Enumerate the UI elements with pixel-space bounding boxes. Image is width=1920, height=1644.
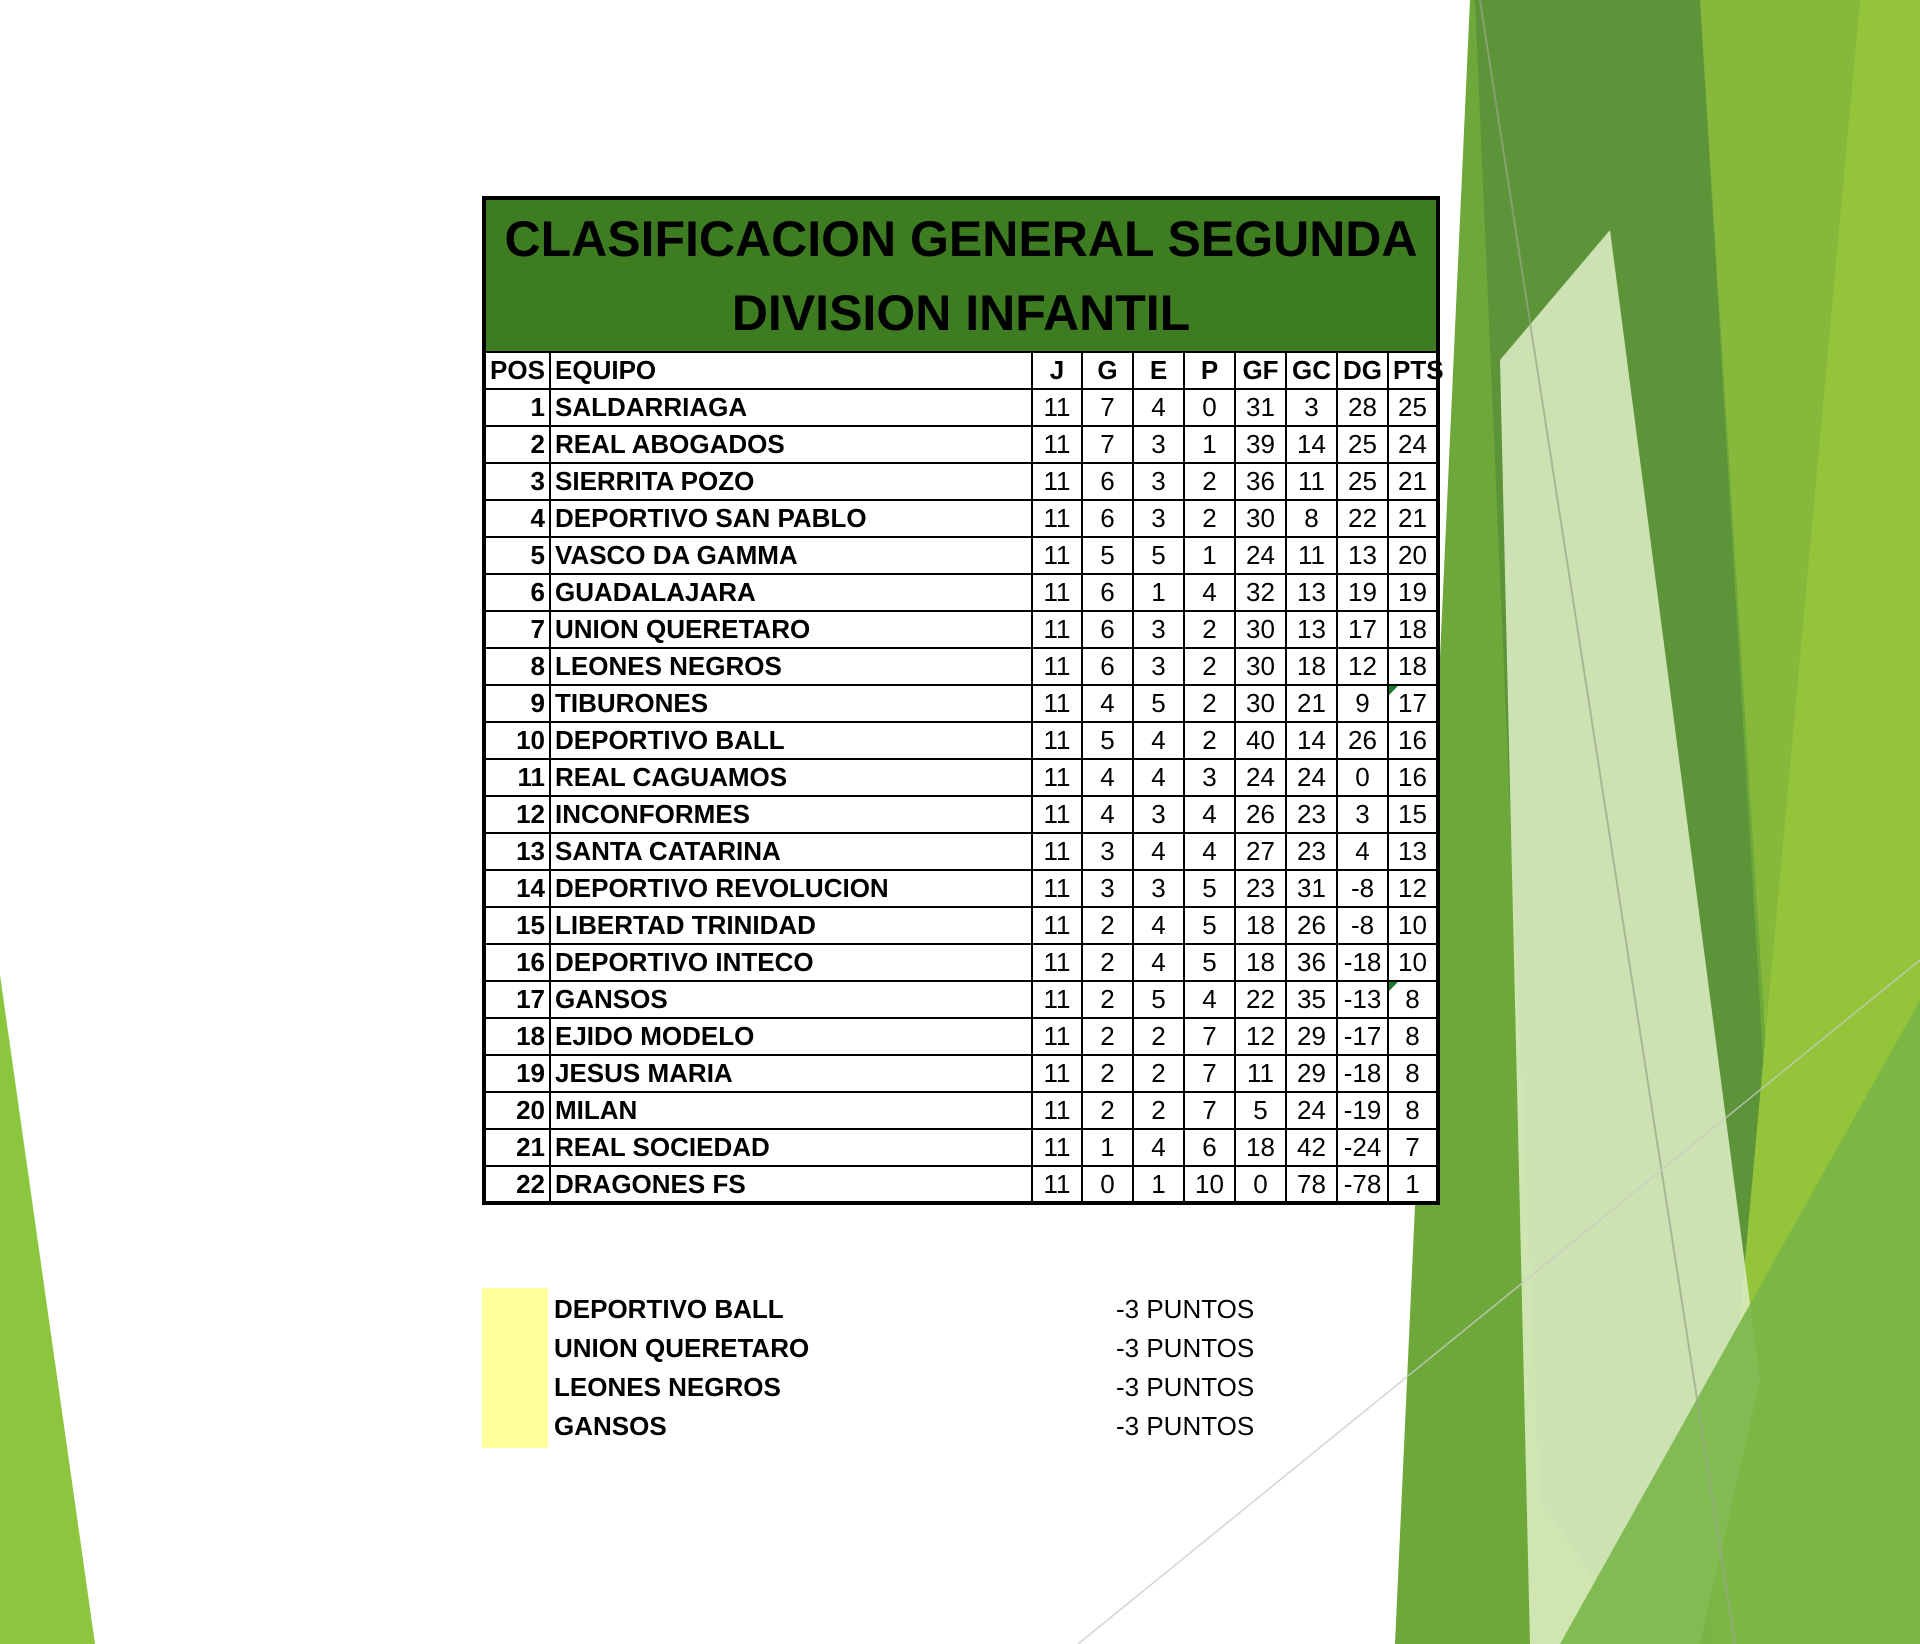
cell-j: 11	[1032, 1129, 1082, 1166]
cell-g: 5	[1082, 537, 1133, 574]
penalty-highlight	[482, 1288, 548, 1329]
cell-e: 4	[1133, 722, 1184, 759]
penalty-item	[482, 1290, 1282, 1329]
cell-p: 10	[1184, 1166, 1235, 1203]
cell-gf: 26	[1235, 796, 1286, 833]
table-row	[484, 1129, 1438, 1166]
penalty-highlight	[482, 1329, 548, 1368]
penalty-team: LEONES NEGROS	[554, 1372, 781, 1402]
cell-j: 11	[1032, 1092, 1082, 1129]
cell-gf: 5	[1235, 1092, 1286, 1129]
header-pts: PTS	[1388, 352, 1438, 389]
cell-j: 11	[1032, 1018, 1082, 1055]
cell-pos: 22	[484, 1166, 550, 1203]
cell-gf: 18	[1235, 944, 1286, 981]
cell-g: 2	[1082, 1055, 1133, 1092]
penalties-list	[482, 1290, 1282, 1446]
cell-dg: 3	[1337, 796, 1388, 833]
cell-dg: -8	[1337, 907, 1388, 944]
cell-gc: 24	[1286, 759, 1337, 796]
cell-team: SANTA CATARINA	[550, 833, 1032, 870]
table-row	[484, 907, 1438, 944]
cell-e: 3	[1133, 426, 1184, 463]
table-row	[484, 1166, 1438, 1203]
cell-team: SIERRITA POZO	[550, 463, 1032, 500]
cell-pos: 10	[484, 722, 550, 759]
cell-pts: 21	[1388, 500, 1438, 537]
cell-pos: 20	[484, 1092, 550, 1129]
cell-team: JESUS MARIA	[550, 1055, 1032, 1092]
cell-pos: 19	[484, 1055, 550, 1092]
cell-gc: 42	[1286, 1129, 1337, 1166]
cell-j: 11	[1032, 759, 1082, 796]
cell-dg: 25	[1337, 463, 1388, 500]
cell-gc: 8	[1286, 500, 1337, 537]
cell-p: 4	[1184, 796, 1235, 833]
standings-body	[484, 389, 1438, 1203]
cell-e: 5	[1133, 537, 1184, 574]
cell-team: EJIDO MODELO	[550, 1018, 1032, 1055]
penalty-item	[482, 1407, 1282, 1446]
cell-j: 11	[1032, 870, 1082, 907]
cell-pos: 17	[484, 981, 550, 1018]
table-row	[484, 426, 1438, 463]
cell-e: 1	[1133, 574, 1184, 611]
penalty-team: UNION QUERETARO	[554, 1333, 810, 1363]
table-row	[484, 944, 1438, 981]
cell-pts: 25	[1388, 389, 1438, 426]
cell-dg: -78	[1337, 1166, 1388, 1203]
cell-e: 4	[1133, 1129, 1184, 1166]
cell-dg: 12	[1337, 648, 1388, 685]
cell-g: 7	[1082, 426, 1133, 463]
table-row	[484, 796, 1438, 833]
penalty-item	[482, 1368, 1282, 1407]
header-g: G	[1082, 352, 1133, 389]
cell-p: 2	[1184, 611, 1235, 648]
cell-e: 4	[1133, 944, 1184, 981]
cell-team: UNION QUERETARO	[550, 611, 1032, 648]
cell-gf: 22	[1235, 981, 1286, 1018]
cell-gf: 30	[1235, 648, 1286, 685]
cell-p: 2	[1184, 463, 1235, 500]
cell-team: REAL CAGUAMOS	[550, 759, 1032, 796]
cell-team: REAL SOCIEDAD	[550, 1129, 1032, 1166]
cell-gf: 30	[1235, 685, 1286, 722]
cell-gc: 3	[1286, 389, 1337, 426]
cell-e: 5	[1133, 685, 1184, 722]
table-row	[484, 833, 1438, 870]
cell-pts: 18	[1388, 648, 1438, 685]
cell-gf: 0	[1235, 1166, 1286, 1203]
header-p: P	[1184, 352, 1235, 389]
cell-pts: 8	[1388, 1055, 1438, 1092]
cell-g: 6	[1082, 574, 1133, 611]
cell-e: 3	[1133, 648, 1184, 685]
penalty-value: -3 PUNTOS	[1116, 1333, 1255, 1363]
cell-pos: 12	[484, 796, 550, 833]
cell-p: 2	[1184, 648, 1235, 685]
cell-g: 1	[1082, 1129, 1133, 1166]
cell-pts: 21	[1388, 463, 1438, 500]
cell-p: 0	[1184, 389, 1235, 426]
cell-dg: -24	[1337, 1129, 1388, 1166]
cell-p: 6	[1184, 1129, 1235, 1166]
cell-pts: 15	[1388, 796, 1438, 833]
cell-gc: 23	[1286, 796, 1337, 833]
cell-pos: 2	[484, 426, 550, 463]
cell-gf: 24	[1235, 759, 1286, 796]
cell-gf: 36	[1235, 463, 1286, 500]
cell-gc: 14	[1286, 426, 1337, 463]
cell-g: 6	[1082, 500, 1133, 537]
penalty-highlight	[482, 1407, 548, 1448]
cell-pos: 1	[484, 389, 550, 426]
table-row	[484, 574, 1438, 611]
cell-p: 7	[1184, 1092, 1235, 1129]
cell-j: 11	[1032, 537, 1082, 574]
cell-gc: 14	[1286, 722, 1337, 759]
cell-pos: 7	[484, 611, 550, 648]
cell-e: 4	[1133, 907, 1184, 944]
cell-dg: 0	[1337, 759, 1388, 796]
table-row	[484, 722, 1438, 759]
cell-pts: 24	[1388, 426, 1438, 463]
cell-dg: 4	[1337, 833, 1388, 870]
cell-e: 3	[1133, 870, 1184, 907]
cell-pos: 11	[484, 759, 550, 796]
cell-p: 1	[1184, 426, 1235, 463]
cell-j: 11	[1032, 685, 1082, 722]
cell-p: 2	[1184, 500, 1235, 537]
standings-table	[482, 196, 1444, 1205]
penalty-team: GANSOS	[554, 1411, 667, 1441]
cell-dg: -13	[1337, 981, 1388, 1018]
cell-e: 3	[1133, 463, 1184, 500]
cell-g: 2	[1082, 944, 1133, 981]
cell-dg: 13	[1337, 537, 1388, 574]
cell-pts: 12	[1388, 870, 1438, 907]
cell-e: 3	[1133, 611, 1184, 648]
penalty-value: -3 PUNTOS	[1116, 1294, 1255, 1324]
cell-team: REAL ABOGADOS	[550, 426, 1032, 463]
cell-dg: -18	[1337, 1055, 1388, 1092]
cell-e: 5	[1133, 981, 1184, 1018]
table-row	[484, 685, 1438, 722]
cell-gf: 24	[1235, 537, 1286, 574]
cell-j: 11	[1032, 722, 1082, 759]
table-title	[484, 198, 1438, 352]
cell-p: 5	[1184, 944, 1235, 981]
cell-gc: 18	[1286, 648, 1337, 685]
cell-j: 11	[1032, 611, 1082, 648]
cell-g: 2	[1082, 1092, 1133, 1129]
cell-p: 7	[1184, 1055, 1235, 1092]
cell-gf: 31	[1235, 389, 1286, 426]
cell-gc: 21	[1286, 685, 1337, 722]
cell-pts: 17	[1388, 685, 1438, 722]
cell-e: 3	[1133, 796, 1184, 833]
cell-g: 4	[1082, 796, 1133, 833]
cell-j: 11	[1032, 833, 1082, 870]
cell-gc: 35	[1286, 981, 1337, 1018]
penalty-item	[482, 1329, 1282, 1368]
cell-pts: 16	[1388, 722, 1438, 759]
left-green-shape	[0, 975, 95, 1644]
cell-j: 11	[1032, 648, 1082, 685]
cell-dg: -8	[1337, 870, 1388, 907]
cell-team: MILAN	[550, 1092, 1032, 1129]
cell-gf: 23	[1235, 870, 1286, 907]
cell-pos: 9	[484, 685, 550, 722]
table-row	[484, 611, 1438, 648]
cell-j: 11	[1032, 907, 1082, 944]
cell-pts: 10	[1388, 944, 1438, 981]
cell-dg: 22	[1337, 500, 1388, 537]
cell-team: DEPORTIVO SAN PABLO	[550, 500, 1032, 537]
cell-pos: 5	[484, 537, 550, 574]
cell-gc: 29	[1286, 1018, 1337, 1055]
cell-j: 11	[1032, 1166, 1082, 1203]
cell-g: 2	[1082, 1018, 1133, 1055]
cell-gf: 18	[1235, 907, 1286, 944]
cell-j: 11	[1032, 426, 1082, 463]
cell-pts: 13	[1388, 833, 1438, 870]
table-row	[484, 870, 1438, 907]
cell-j: 11	[1032, 389, 1082, 426]
header-team: EQUIPO	[550, 352, 1032, 389]
cell-p: 7	[1184, 1018, 1235, 1055]
header-gf: GF	[1235, 352, 1286, 389]
cell-j: 11	[1032, 463, 1082, 500]
column-header-row	[484, 352, 1438, 389]
cell-j: 11	[1032, 944, 1082, 981]
cell-gf: 32	[1235, 574, 1286, 611]
cell-e: 4	[1133, 759, 1184, 796]
cell-dg: -17	[1337, 1018, 1388, 1055]
cell-e: 4	[1133, 833, 1184, 870]
cell-g: 7	[1082, 389, 1133, 426]
cell-gf: 12	[1235, 1018, 1286, 1055]
cell-team: DEPORTIVO REVOLUCION	[550, 870, 1032, 907]
cell-e: 1	[1133, 1166, 1184, 1203]
cell-dg: 26	[1337, 722, 1388, 759]
cell-j: 11	[1032, 500, 1082, 537]
cell-j: 11	[1032, 1055, 1082, 1092]
table-row	[484, 648, 1438, 685]
cell-pos: 4	[484, 500, 550, 537]
cell-p: 4	[1184, 833, 1235, 870]
cell-p: 3	[1184, 759, 1235, 796]
cell-p: 4	[1184, 981, 1235, 1018]
cell-team: SALDARRIAGA	[550, 389, 1032, 426]
cell-gc: 13	[1286, 611, 1337, 648]
cell-p: 1	[1184, 537, 1235, 574]
table-row	[484, 1055, 1438, 1092]
cell-dg: 25	[1337, 426, 1388, 463]
cell-pts: 18	[1388, 611, 1438, 648]
cell-g: 6	[1082, 648, 1133, 685]
cell-j: 11	[1032, 796, 1082, 833]
cell-gc: 11	[1286, 463, 1337, 500]
cell-e: 4	[1133, 389, 1184, 426]
cell-pts: 8	[1388, 1018, 1438, 1055]
cell-pos: 18	[484, 1018, 550, 1055]
cell-j: 11	[1032, 981, 1082, 1018]
cell-team: DEPORTIVO INTECO	[550, 944, 1032, 981]
table-row	[484, 500, 1438, 537]
cell-pts: 7	[1388, 1129, 1438, 1166]
cell-g: 6	[1082, 463, 1133, 500]
cell-j: 11	[1032, 574, 1082, 611]
cell-dg: -18	[1337, 944, 1388, 981]
cell-gc: 78	[1286, 1166, 1337, 1203]
cell-g: 2	[1082, 907, 1133, 944]
cell-gc: 31	[1286, 870, 1337, 907]
cell-gf: 27	[1235, 833, 1286, 870]
cell-pos: 8	[484, 648, 550, 685]
table-row	[484, 1018, 1438, 1055]
cell-p: 2	[1184, 722, 1235, 759]
cell-g: 4	[1082, 759, 1133, 796]
cell-g: 6	[1082, 611, 1133, 648]
header-gc: GC	[1286, 352, 1337, 389]
table-row	[484, 537, 1438, 574]
cell-p: 5	[1184, 907, 1235, 944]
cell-team: LEONES NEGROS	[550, 648, 1032, 685]
cell-p: 5	[1184, 870, 1235, 907]
cell-g: 3	[1082, 870, 1133, 907]
cell-gf: 30	[1235, 500, 1286, 537]
header-e: E	[1133, 352, 1184, 389]
cell-e: 2	[1133, 1018, 1184, 1055]
title-line-2: DIVISION INFANTIL	[731, 284, 1191, 341]
cell-pts: 20	[1388, 537, 1438, 574]
cell-pts: 8	[1388, 981, 1438, 1018]
table-row	[484, 389, 1438, 426]
cell-e: 2	[1133, 1092, 1184, 1129]
cell-gf: 18	[1235, 1129, 1286, 1166]
cell-g: 5	[1082, 722, 1133, 759]
cell-gc: 26	[1286, 907, 1337, 944]
table-row	[484, 759, 1438, 796]
cell-pos: 6	[484, 574, 550, 611]
cell-gf: 30	[1235, 611, 1286, 648]
penalty-value: -3 PUNTOS	[1116, 1372, 1255, 1402]
cell-gc: 36	[1286, 944, 1337, 981]
table-row	[484, 1092, 1438, 1129]
standings-sheet	[482, 196, 1444, 1205]
cell-team: GANSOS	[550, 981, 1032, 1018]
cell-pos: 14	[484, 870, 550, 907]
cell-gc: 29	[1286, 1055, 1337, 1092]
header-dg: DG	[1337, 352, 1388, 389]
cell-pts: 10	[1388, 907, 1438, 944]
cell-gc: 23	[1286, 833, 1337, 870]
cell-p: 2	[1184, 685, 1235, 722]
cell-dg: 9	[1337, 685, 1388, 722]
cell-team: DEPORTIVO BALL	[550, 722, 1032, 759]
cell-gc: 11	[1286, 537, 1337, 574]
title-line-1: CLASIFICACION GENERAL SEGUNDA	[504, 210, 1418, 267]
cell-gf: 11	[1235, 1055, 1286, 1092]
cell-team: LIBERTAD TRINIDAD	[550, 907, 1032, 944]
table-row	[484, 981, 1438, 1018]
cell-p: 4	[1184, 574, 1235, 611]
penalty-team: DEPORTIVO BALL	[554, 1294, 784, 1324]
cell-pts: 16	[1388, 759, 1438, 796]
cell-pos: 16	[484, 944, 550, 981]
cell-team: INCONFORMES	[550, 796, 1032, 833]
cell-pts: 8	[1388, 1092, 1438, 1129]
cell-pos: 15	[484, 907, 550, 944]
penalty-highlight	[482, 1368, 548, 1407]
cell-e: 3	[1133, 500, 1184, 537]
cell-pts: 1	[1388, 1166, 1438, 1203]
cell-dg: 17	[1337, 611, 1388, 648]
table-row	[484, 463, 1438, 500]
header-pos: POS	[484, 352, 550, 389]
cell-e: 2	[1133, 1055, 1184, 1092]
cell-pos: 3	[484, 463, 550, 500]
cell-gc: 24	[1286, 1092, 1337, 1129]
header-j: J	[1032, 352, 1082, 389]
cell-g: 0	[1082, 1166, 1133, 1203]
cell-g: 2	[1082, 981, 1133, 1018]
cell-team: GUADALAJARA	[550, 574, 1032, 611]
cell-dg: -19	[1337, 1092, 1388, 1129]
cell-gf: 40	[1235, 722, 1286, 759]
cell-gf: 39	[1235, 426, 1286, 463]
cell-g: 4	[1082, 685, 1133, 722]
cell-dg: 28	[1337, 389, 1388, 426]
cell-pts: 19	[1388, 574, 1438, 611]
cell-gc: 13	[1286, 574, 1337, 611]
cell-pos: 21	[484, 1129, 550, 1166]
cell-team: DRAGONES FS	[550, 1166, 1032, 1203]
cell-g: 3	[1082, 833, 1133, 870]
cell-team: VASCO DA GAMMA	[550, 537, 1032, 574]
cell-team: TIBURONES	[550, 685, 1032, 722]
cell-dg: 19	[1337, 574, 1388, 611]
cell-pos: 13	[484, 833, 550, 870]
penalty-value: -3 PUNTOS	[1116, 1411, 1255, 1441]
